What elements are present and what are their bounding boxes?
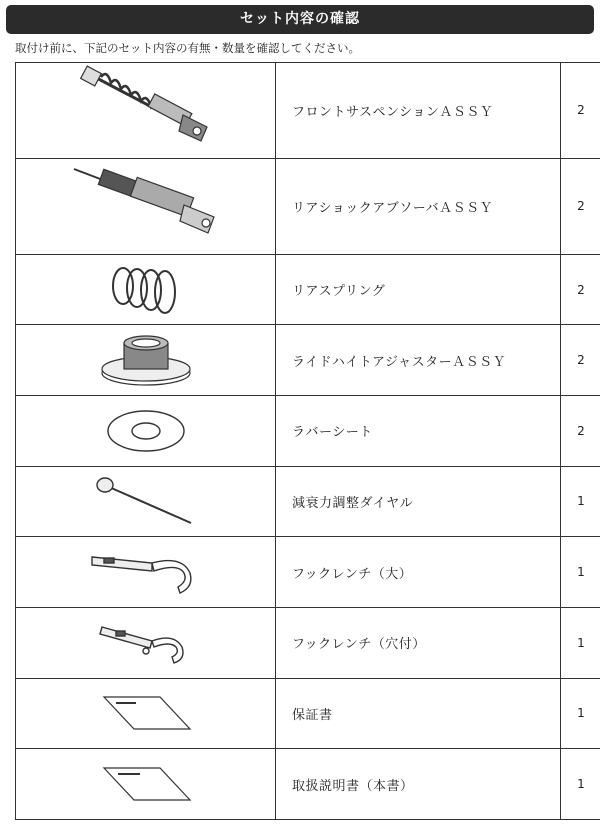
ride-height-adjuster-icon xyxy=(96,329,196,391)
table-row xyxy=(16,254,600,325)
rear-spring-icon xyxy=(101,262,191,317)
section-header: セット内容の確認 xyxy=(6,5,594,34)
part-name: 保証書 xyxy=(276,678,561,749)
table-row xyxy=(16,749,600,820)
table-row xyxy=(16,158,600,254)
part-qty: 1 xyxy=(561,607,600,678)
hook-wrench-large-icon xyxy=(86,547,206,597)
table-row xyxy=(16,537,600,608)
part-qty: 2 xyxy=(561,158,600,254)
front-suspension-icon xyxy=(71,65,221,155)
part-qty: 2 xyxy=(561,396,600,467)
damping-dial-icon xyxy=(91,473,201,529)
warranty-card-icon xyxy=(96,691,196,735)
part-name: 減衰力調整ダイヤル xyxy=(276,466,561,537)
table-row xyxy=(16,466,600,537)
part-name: リアショックアブソーバＡＳＳＹ xyxy=(276,158,561,254)
parts-table xyxy=(15,62,600,820)
table-row xyxy=(16,63,600,159)
part-qty: 1 xyxy=(561,537,600,608)
part-name: リアスプリング xyxy=(276,254,561,325)
table-row xyxy=(16,678,600,749)
part-qty: 1 xyxy=(561,678,600,749)
part-qty: 2 xyxy=(561,325,600,396)
part-name: ラバーシート xyxy=(276,396,561,467)
table-row xyxy=(16,396,600,467)
part-qty: 2 xyxy=(561,63,600,159)
manual-icon xyxy=(96,762,196,806)
rubber-seat-icon xyxy=(101,406,191,456)
table-row xyxy=(16,607,600,678)
part-name: ライドハイトアジャスターＡＳＳＹ xyxy=(276,325,561,396)
part-name: フックレンチ（大） xyxy=(276,537,561,608)
part-name: 取扱説明書（本書） xyxy=(276,749,561,820)
hook-wrench-hole-icon xyxy=(96,619,196,667)
part-qty: 2 xyxy=(561,254,600,325)
instruction-text: 取付け前に、下記のセット内容の有無・数量を確認してください。 xyxy=(15,41,360,55)
table-row xyxy=(16,325,600,396)
part-qty: 1 xyxy=(561,466,600,537)
part-name: フックレンチ（穴付） xyxy=(276,607,561,678)
rear-shock-icon xyxy=(66,161,226,251)
part-qty: 1 xyxy=(561,749,600,820)
part-name: フロントサスペンションＡＳＳＹ xyxy=(276,63,561,159)
